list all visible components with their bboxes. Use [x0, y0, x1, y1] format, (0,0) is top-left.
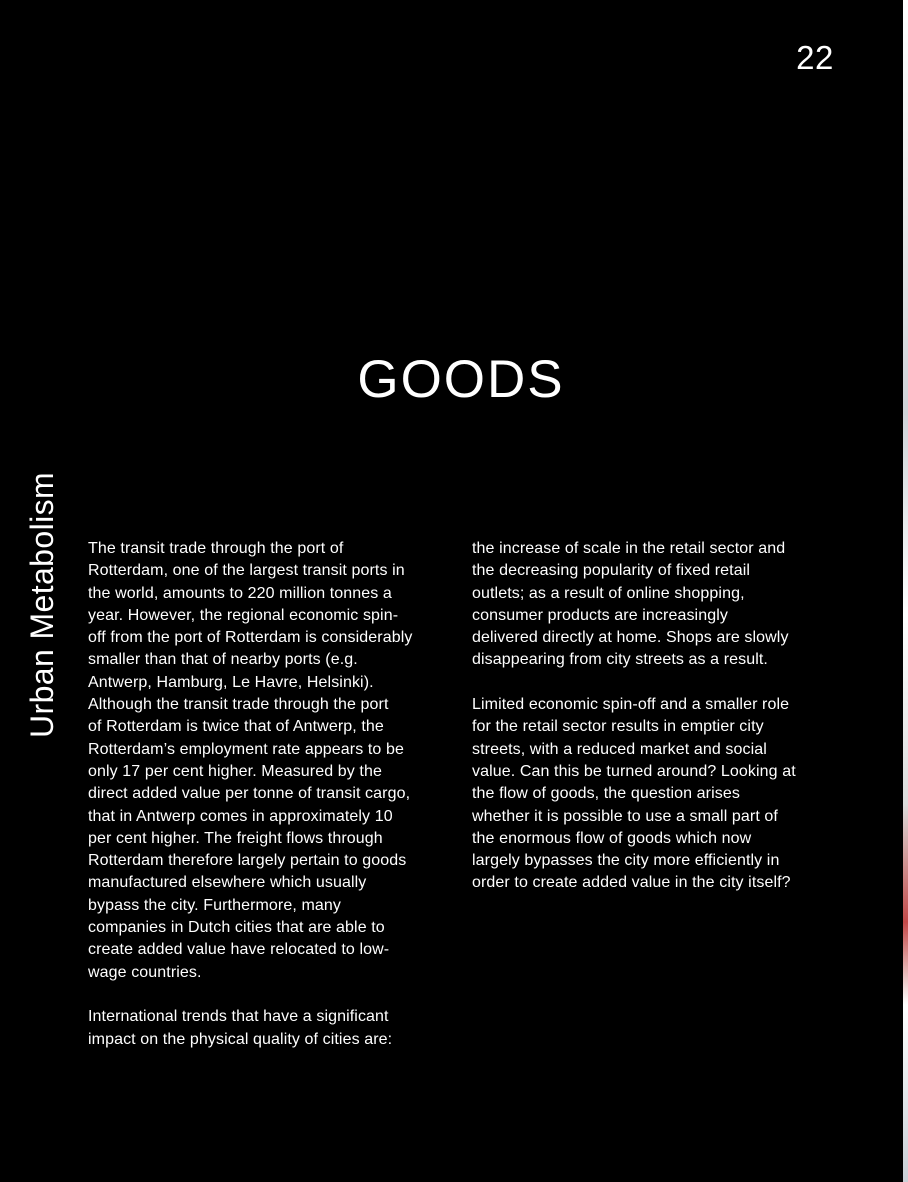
right-column [472, 538, 842, 917]
text-line: consumer products are increasingly [472, 606, 728, 624]
text-line: the world, amounts to 220 million tonnes a [88, 584, 392, 602]
page-edge [903, 0, 908, 1182]
text-line: value. Can this be turned around? Looking at [472, 762, 796, 780]
text-line: Rotterdam, one of the largest transit ports in [88, 562, 405, 580]
text-line: for the retail sector results in emptier city [472, 718, 764, 736]
text-line: wage countries. [88, 963, 202, 981]
text-line: outlets; as a result of online shopping, [472, 584, 745, 602]
text-line: Rotterdam therefore largely pertain to goods [88, 852, 407, 870]
text-line: of Rotterdam is twice that of Antwerp, the [88, 718, 384, 736]
text-line: that in Antwerp comes in approximately 10 [88, 807, 393, 825]
text-line: Rotterdam’s employment rate appears to be [88, 740, 404, 758]
page-number: 22 [796, 39, 834, 76]
text-line: whether it is possible to use a small part of [472, 807, 778, 825]
section-title: GOODS [357, 350, 565, 409]
text-line: International trends that have a significant [88, 1008, 389, 1026]
text-line: bypass the city. Furthermore, many [88, 896, 341, 914]
text-line: the flow of goods, the question arises [472, 785, 740, 803]
paragraph [472, 538, 842, 672]
paragraph [88, 1006, 460, 1051]
text-line: the enormous flow of goods which now [472, 829, 752, 847]
text-line: The transit trade through the port of [88, 540, 344, 557]
paragraph [88, 538, 460, 984]
left-column [88, 538, 460, 1073]
text-line: smaller than that of nearby ports (e.g. [88, 651, 358, 669]
text-line: Although the transit trade through the port [88, 696, 389, 714]
text-line: manufactured elsewhere which usually [88, 874, 367, 892]
text-line: only 17 per cent higher. Measured by the [88, 762, 382, 780]
text-line: disappearing from city streets as a result. [472, 651, 768, 669]
text-line: the decreasing popularity of fixed retail [472, 562, 751, 580]
text-line: the increase of scale in the retail sector and [472, 540, 786, 557]
text-line: create added value have relocated to low- [88, 941, 390, 959]
text-line: direct added value per tonne of transit cargo, [88, 785, 411, 803]
text-line: off from the port of Rotterdam is considerably [88, 629, 413, 647]
text-line: companies in Dutch cities that are able to [88, 919, 385, 937]
side-title: Urban Metabolism [24, 471, 60, 738]
text-line: Antwerp, Hamburg, Le Havre, Helsinki). [88, 673, 374, 691]
text-line: impact on the physical quality of cities are: [88, 1030, 393, 1048]
text-line: order to create added value in the city itself? [472, 874, 791, 892]
text-line: largely bypasses the city more efficiently in [472, 852, 780, 870]
text-line: streets, with a reduced market and social [472, 740, 767, 758]
text-line: year. However, the regional economic spin- [88, 606, 399, 624]
text-line: Limited economic spin-off and a smaller role [472, 696, 790, 714]
text-line: delivered directly at home. Shops are slowly [472, 629, 789, 647]
paragraph [472, 694, 842, 895]
text-line: per cent higher. The freight flows through [88, 829, 383, 847]
